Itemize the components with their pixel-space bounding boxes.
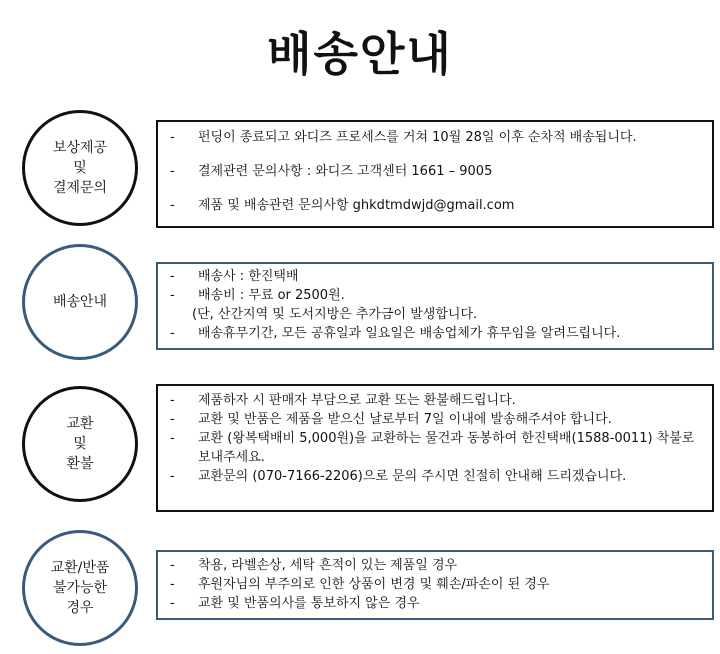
section-label-exchange-refund: 교환 및 환불 bbox=[22, 386, 138, 502]
section-box-compensation-payment bbox=[156, 120, 714, 228]
list-item bbox=[170, 128, 702, 147]
section-box-exchange-refund bbox=[156, 384, 714, 512]
list-item-text: 결제관련 문의사항 : 와디즈 고객센터 1661 – 9005 bbox=[198, 164, 493, 179]
list-item-text: 배송사 : 한진택배 bbox=[198, 269, 299, 284]
section-label-compensation-payment: 보상제공 및 결제문의 bbox=[22, 110, 138, 226]
list-item bbox=[170, 556, 702, 575]
list-item-note: (단, 산간지역 및 도서지방은 추가금이 발생합니다. bbox=[192, 307, 478, 322]
page-title: 배송안내 bbox=[267, 27, 453, 81]
list-item bbox=[170, 324, 702, 343]
section-label-non-returnable: 교환/반품 불가능한 경우 bbox=[22, 530, 138, 646]
bullet-dash: - bbox=[170, 596, 175, 611]
list-item bbox=[170, 429, 702, 467]
list-item bbox=[170, 467, 702, 486]
section-box-delivery-info bbox=[156, 262, 714, 350]
bullet-dash: - bbox=[170, 269, 175, 284]
list-item bbox=[170, 196, 702, 215]
list-item-text: 교환 (왕복택배비 5,000원)을 교환하는 물건과 동봉하여 한진택배(1588-0011) 착불로 보내주세요. bbox=[198, 431, 695, 465]
list-item-text: 배송비 : 무료 or 2500원. bbox=[198, 288, 345, 303]
list-item bbox=[170, 410, 702, 429]
bullet-dash: - bbox=[170, 431, 175, 446]
list-item bbox=[170, 391, 702, 410]
bullet-dash: - bbox=[170, 326, 175, 341]
list-item bbox=[170, 286, 702, 305]
list-item-text: 펀딩이 종료되고 와디즈 프로세스를 거쳐 10월 28일 이후 순차적 배송됩니다. bbox=[198, 130, 637, 145]
list-item-text: 교환문의 (070-7166-2206)으로 문의 주시면 친절히 안내해 드리겠습니다. bbox=[198, 469, 627, 484]
list-item-text: 교환 및 반품의사를 통보하지 않은 경우 bbox=[198, 596, 420, 611]
list-item-text: 배송휴무기간, 모든 공휴일과 일요일은 배송업체가 휴무임을 알려드립니다. bbox=[198, 326, 621, 341]
bullet-dash: - bbox=[170, 198, 175, 213]
bullet-dash: - bbox=[170, 577, 175, 592]
section-box-non-returnable bbox=[156, 550, 714, 620]
list-item bbox=[170, 267, 702, 286]
bullet-dash: - bbox=[170, 412, 175, 427]
list-item bbox=[170, 594, 702, 613]
list-item-text: 교환 및 반품은 제품을 받으신 날로부터 7일 이내에 발송해주셔야 합니다. bbox=[198, 412, 612, 427]
bullet-dash: - bbox=[170, 288, 175, 303]
list-item-text: 제품 및 배송관련 문의사항 ghkdtmdwjd@gmail.com bbox=[198, 198, 515, 213]
list-item-text: 후원자님의 부주의로 인한 상품이 변경 및 훼손/파손이 된 경우 bbox=[198, 577, 550, 592]
section-label-delivery-info: 배송안내 bbox=[22, 244, 138, 360]
bullet-dash: - bbox=[170, 558, 175, 573]
bullet-dash: - bbox=[170, 393, 175, 408]
list-item bbox=[170, 575, 702, 594]
list-item-text: 제품하자 시 판매자 부담으로 교환 또는 환불해드립니다. bbox=[198, 393, 516, 408]
bullet-dash: - bbox=[170, 469, 175, 484]
list-item bbox=[170, 162, 702, 181]
bullet-dash: - bbox=[170, 164, 175, 179]
list-item-text: 착용, 라벨손상, 세탁 흔적이 있는 제품일 경우 bbox=[198, 558, 458, 573]
bullet-dash: - bbox=[170, 130, 175, 145]
